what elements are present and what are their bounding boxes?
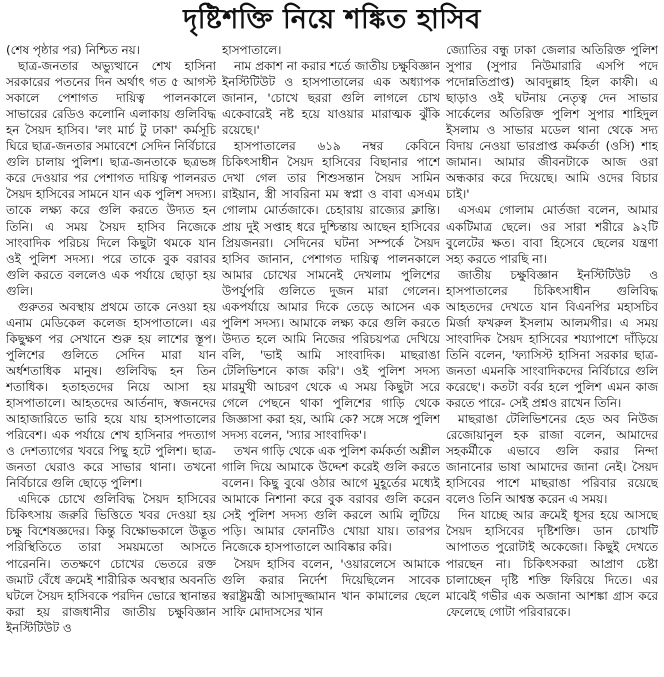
paragraph: এদিকে চোখে গুলিবিদ্ধ সৈয়দ হাসিবের চিকিৎসায় জরুরি ভিত্তিতে খবর দেওয়া হয় চক্ষু বিশেষজ্ঞদের। কিন্তু বিক্ষোভকালে উদ্ভূত পরিস্থিতিতে তারা সময়মতো আসতে পারেননি। ততক্ষণে চোখের ভেতরে রক্ত জমাট বেঁধে ক্রমেই শারীরিক অবস্থার অবনতি ঘটলে সৈয়দ হাসিবকে পরদিন ভোরে স্থানান্তর করা হয় রাজধানীর জাতীয় চক্ষুবিজ্ঞান ইনস্টিটিউট ও <box>6 492 216 635</box>
paragraph: এসএম গোলাম মোর্তজা বলেন, আমার একটিমাত্র ছেলে। ওর সারা শরীরে ৯২টি বুলেটের ক্ষত। বাবা হিসেবে ছেলের যন্ত্রণা সহ্য করতে পারছি না। <box>446 203 658 266</box>
paragraph: জ্যোতির বন্ধু ঢাকা জেলার অতিরিক্ত পুলিশ সুপার (সুপার নিউমারারি এসপি পদে পদোন্নতিপ্রাপ্ত) আবদুল্লাহ হিল কাফী। এ ছাড়াও ওই ঘটনায় নেতৃত্ব দেন সাভার সার্কেলের অতিরিক্ত পুলিশ সুপার শাহিদুল ইসলাম ও সাভার মডেল থানা থেকে সদ্য বিদায় নেওয়া ভারপ্রাপ্ত কর্মকর্তা (ওসি) শাহ জামান। আমার জীবনটাকে আজ ওরা অন্ধকার করে দিয়েছে। আমি ওদের বিচার চাই।' <box>446 43 658 202</box>
paragraph: দিন যাচ্ছে আর ক্রমেই ধূসর হয়ে আসছে সৈয়দ হাসিবের দৃষ্টিশক্তি। ডান চোখটি আপাতত পুরোটাই অকেজো। কিছুই দেখতে পারছেন না। চিকিৎসকরা আপ্রাণ চেষ্টা চালাচ্ছেন দৃষ্টি শক্তি ফিরিয়ে দিতে। এর মাঝেই গভীর এক অজানা আশঙ্কা গ্রাস করে ফেলেছে গোটা পরিবারকে। <box>446 508 658 619</box>
article-columns <box>6 42 658 675</box>
paragraph: নাম প্রকাশ না করার শর্তে জাতীয় চক্ষুবিজ্ঞান ইনস্টিটিউট ও হাসপাতালের এক অধ্যাপক জানান, 'চোখে ছররা গুলি লাগলে চোখ একেবারেই নষ্ট হয়ে যাওয়ার মারাত্মক ঝুঁকি রয়েছে।' <box>222 59 440 138</box>
paragraph: হাসপাতালের ৬১৯ নম্বর কেবিনে চিকিৎসাধীন সৈয়দ হাসিবের বিছানার পাশে দেখা গেল তার শিশুসন্তান সৈয়দ সামিন রাইয়ান, স্ত্রী সাবরিনা মম স্বপ্না ও বাবা এসএম গোলাম মোর্তজাকে। চেহারায় রাজ্যের ক্লান্তি। প্রায় দুই সপ্তাহ ধরে দুশ্চিন্তায় আছেন হাসিবের প্রিয়জনরা। সেদিনের ঘটনা সম্পর্কে সৈয়দ হাসিব জানান, পেশাগত দায়িত্ব পালনকালে আমার চোখের সামনেই দেখলাম পুলিশের উপর্যুপরি গুলিতে দুজন মারা গেলেন। একপর্যায়ে আমার দিকে তেড়ে আসেন এক পুলিশ সদস্য। আমাকে লক্ষ্য করে গুলি করতে উদ্যত হলে আমি নিজের পরিচয়পত্র দেখিয়ে বলি, 'ভাই আমি সাংবাদিক। মাছরাঙা টেলিভিশনে কাজ করি'। ওই পুলিশ সদস্য মারমুখী আচরণ থেকে এ সময় কিছুটা সরে গেলে পেছনে থাকা পুলিশের গাড়ি থেকে জিজ্ঞাসা করা হয়, আমি কে? সঙ্গে সঙ্গে পুলিশ সদস্য বলেন, 'স্যার সাংবাদিক'। <box>222 139 440 443</box>
headline: দৃষ্টিশক্তি নিয়ে শঙ্কিত হাসিব <box>183 3 481 35</box>
paragraph: মাছরাঙা টেলিভিশনের হেড অব নিউজ রেজোয়ানুল হক রাজা বলেন, আমাদের সহকর্মীকে এভাবে গুলি করার নিন্দা জানানোর ভাষা আমাদের জানা নেই। সৈয়দ হাসিবের পাশে মাছরাঙা পরিবার রয়েছে বলেও তিনি আশ্বস্ত করেন এ সময়। <box>446 412 658 507</box>
column-2 <box>222 42 440 675</box>
paragraph: গুরুতর অবস্থায় প্রথমে তাকে নেওয়া হয় এনাম মেডিকেল কলেজ হাসপাতালে। এর কিছুক্ষণ পর সেখানে শুরু হয় লাশের স্তূপ। পুলিশের গুলিতে সেদিন মারা যান অর্ধশতাধিক মানুষ। গুলিবিদ্ধ হন তিন শতাধিক। হতাহতদের নিয়ে আসা হয় হাসপাতালে। আহতদের আর্তনাদ, স্বজনদের আহাজারিতে ভারি হয়ে যায় হাসপাতালের পরিবেশ। এক পর্যায়ে শেখ হাসিনার পদত্যাগ ও দেশত্যাগের খবরে পিছু হটে পুলিশ। ছাত্র-জনতা ঘেরাও করে সাভার থানা। তখনো নির্বিচারে গুলি ছোড়ে পুলিশ। <box>6 299 216 491</box>
paragraph: তখন গাড়ি থেকে এক পুলিশ কর্মকর্তা অশ্লীল গালি দিয়ে আমাকে উদ্দেশ করেই গুলি করতে বলেন। কিছু বুঝে ওঠার আগে মুহূর্তের মধ্যেই আমাকে নিশানা করে বুক বরাবর গুলি করেন সেই পুলিশ সদস্য গুলি করলে আমি লুটিয়ে পড়ি। আমার ফোনটিও খোয়া যায়। তারপর নিজেকে হাসপাতালে আবিষ্কার করি। <box>222 444 440 555</box>
paragraph: হাসপাতালে। <box>222 43 282 57</box>
column-1 <box>6 42 216 675</box>
paragraph: ছাত্র-জনতার অভ্যুত্থানে শেখ হাসিনা সরকারের পতনের দিন অর্থাৎ গত ৫ আগস্ট সকালে পেশাগত দায়িত্ব পালনকালে সাভারের রেডিও কলোনি এলাকায় গুলিবিদ্ধ হন সৈয়দ হাসিব। 'লং মার্চ টু ঢাকা' কর্মসূচি ঘিরে ছাত্র-জনতার সমাবেশে সেদিন নির্বিচারে গুলি চালায় পুলিশ। ছাত্র-জনতাকে ছত্রভঙ্গ করে দেওয়ার পর পেশাগত দায়িত্ব পালনরত সৈয়দ হাসিবের সামনে যান এক পুলিশ সদস্য। তাকে লক্ষ্য করে গুলি করতে উদ্যত হন তিনি। এ সময় সৈয়দ হাসিব নিজেকে সাংবাদিক পরিচয় দিলে কিছুটা থমকে যান ওই পুলিশ সদস্য। পরে তাকে বুক বরাবর গুলি করতে বললেও এক পর্যায়ে ছোড়া হয় গুলি। <box>6 59 216 298</box>
column-3 <box>446 42 658 675</box>
paragraph: (শেষ পৃষ্ঠার পর) নিশ্চিত নয়। <box>6 43 140 57</box>
paragraph: সৈয়দ হাসিব বলেন, 'ওয়ারলেসে আমাকে গুলি করার নির্দেশ দিয়েছিলেন সাবেক স্বরাষ্ট্রমন্ত্রী আসাদুজ্জামান খান কামালের ছেলে সাফি মোদাসসের খান <box>222 556 440 619</box>
paragraph: জাতীয় চক্ষুবিজ্ঞান ইনস্টিটিউট ও হাসপাতালের চিকিৎসাধীন গুলিবিদ্ধ আহতদের দেখতে যান বিএনপির মহাসচিব মির্জা ফখরুল ইসলাম আলমগীর। এ সময় সাংবাদিক সৈয়দ হাসিবের শয্যাপাশে দাঁড়িয়ে তিনি বলেন, 'ফ্যাসিস্ট হাসিনা সরকার ছাত্র-জনতা এমনকি সাংবাদিকদের নির্বিচারে গুলি করেছে'। কতটা বর্বর হলে পুলিশ এমন কাজ করতে পারে- সেই প্রশ্নও রাখেন তিনি। <box>446 267 658 411</box>
